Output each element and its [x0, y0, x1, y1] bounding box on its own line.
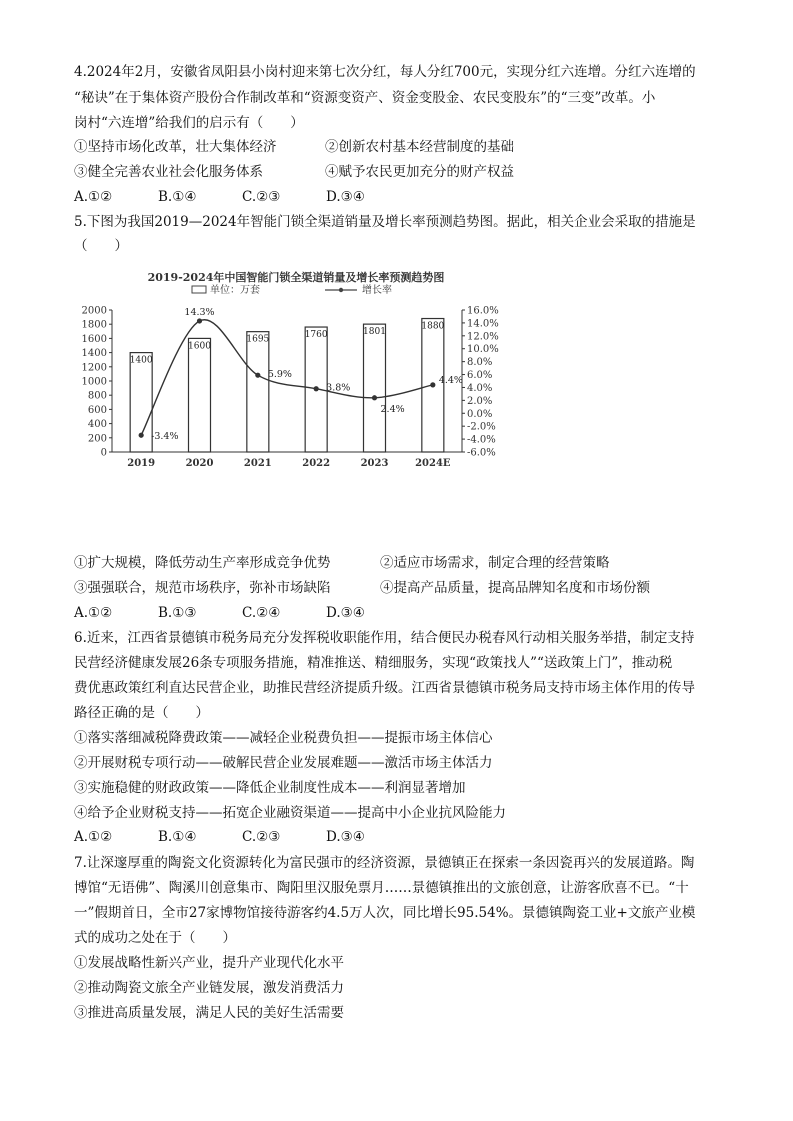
q6-choice-c: C.②③ [242, 829, 281, 845]
left-tick-label: 2000 [81, 305, 107, 317]
sales-bar-label: 1400 [129, 355, 153, 366]
q7-option-3: ③推进高质量发展，满足人民的美好生活需要 [74, 1005, 344, 1021]
sales-bar-label: 1760 [304, 330, 328, 341]
chart-title: 2019-2024年中国智能门锁全渠道销量及增长率预测趋势图 [147, 271, 445, 284]
growth-rate-label: -3.4% [151, 431, 179, 443]
right-tick-label: 14.0% [467, 318, 499, 330]
growth-rate-label: 5.9% [267, 369, 292, 381]
legend-bar-label: 单位：万套 [210, 285, 260, 296]
growth-rate-point [372, 395, 377, 400]
right-tick-label: 10.0% [467, 344, 499, 356]
q4-choice-b: B.①④ [158, 189, 197, 205]
q4-stem-line-3: 岗村“六连增”给我们的启示有（ ） [74, 115, 304, 131]
q6-choices [74, 827, 410, 847]
right-tick-label: -6.0% [467, 447, 496, 459]
sales-growth-chart [70, 262, 520, 472]
q5-choice-a: A.①② [74, 605, 113, 621]
q4-option-2: ②创新农村基本经营制度的基础 [325, 139, 514, 155]
q4-choices [74, 187, 410, 207]
q5-choice-d: D.③④ [326, 605, 365, 621]
x-tick-label: 2022 [302, 458, 331, 469]
q6-stem-line-4: 路径正确的是（ ） [74, 705, 209, 721]
sales-bar-label: 1880 [421, 321, 445, 332]
q4-option-1: ①坚持市场化改革，壮大集体经济 [74, 139, 277, 155]
q7-stem-line-2: 博馆“无语佛”、陶溪川创意集市、陶阳里汉服免票月……景德镇推出的文旅创意，让游客欣喜不已。“十 [74, 880, 689, 896]
q4-options-row-1 [74, 137, 514, 157]
left-tick-label: 1800 [81, 319, 107, 331]
q6-stem-line-2: 民营经济健康发展26条专项服务措施，精准推送、精细服务，实现“政策找人”“送政策上门”，推动税 [74, 655, 673, 671]
right-tick-label: 12.0% [467, 331, 499, 343]
right-tick-label: 6.0% [467, 370, 493, 382]
q4-choice-a: A.①② [74, 189, 113, 205]
q4-stem-line-1: 4.2024年2月，安徽省凤阳县小岗村迎来第七次分红，每人分红700元，实现分红六连增。分红六连增的 [74, 64, 696, 80]
left-tick-label: 1200 [81, 362, 107, 374]
q5-options-row-2 [74, 578, 650, 598]
chart-legend [192, 283, 392, 296]
left-tick-label: 1000 [81, 376, 107, 388]
q5-option-4: ④提高产品质量，提高品牌知名度和市场份额 [380, 580, 650, 596]
left-tick-label: 1400 [81, 348, 107, 360]
q6-stem-line-1: 6.近来，江西省景德镇市税务局充分发挥税收职能作用，结合便民办税春风行动相关服务举措，制定支持 [74, 630, 695, 646]
growth-rate-label: 3.8% [326, 382, 351, 394]
legend-line-label: 增长率 [362, 285, 392, 296]
legend-bar-swatch [192, 286, 206, 293]
q6-option-4: ④给予企业财税支持——拓宽企业融资渠道——提高中小企业抗风险能力 [74, 805, 506, 821]
q6-option-1: ①落实落细减税降费政策——减轻企业税费负担——提振市场主体信心 [74, 730, 493, 746]
sales-bar [189, 338, 211, 452]
right-tick-label: 4.0% [467, 382, 493, 394]
right-tick-label: 16.0% [467, 305, 499, 317]
q7-stem-line-4: 式的成功之处在于（ ） [74, 930, 236, 946]
left-tick-label: 200 [87, 433, 107, 445]
q5-option-2: ②适应市场需求，制定合理的经营策略 [380, 555, 610, 571]
growth-rate-point [430, 382, 435, 387]
q4-option-4: ④赋予农民更加充分的财产权益 [325, 164, 514, 180]
sales-bar [364, 324, 386, 452]
sales-bar-label: 1600 [188, 341, 211, 352]
left-tick-label: 800 [87, 390, 107, 402]
sales-bar-label: 1801 [363, 327, 386, 338]
growth-rate-label: 2.4% [380, 403, 405, 415]
right-tick-label: 0.0% [467, 408, 493, 420]
growth-rate-point [139, 433, 144, 438]
x-tick-label: 2024E [415, 458, 451, 469]
left-tick-label: 1600 [81, 333, 107, 345]
q7-stem-line-1: 7.让深邃厚重的陶瓷文化资源转化为富民强市的经济资源，景德镇正在探索一条因瓷再兴的发展道路。陶 [74, 855, 695, 871]
q4-stem-line-2: “秘诀”在于集体资产股份合作制改革和“资源变资产、资金变股金、农民变股东”的“三变”改革。小 [74, 90, 656, 106]
sales-bar-label: 1695 [246, 334, 270, 345]
chart-growth-line [139, 307, 463, 442]
x-tick-label: 2023 [360, 458, 389, 469]
growth-rate-point [314, 386, 319, 391]
q5-stem-line-1: 5.下图为我国2019—2024年智能门锁全渠道销量及增长率预测趋势图。据此，相关企业会采取的措施是 [74, 214, 696, 230]
q5-option-1: ①扩大规模，降低劳动生产率形成竞争优势 [74, 555, 331, 571]
q6-option-3: ③实施稳健的财政政策——降低企业制度性成本——利润显著增加 [74, 780, 466, 796]
q7-stem-line-3: 一”假期首日，全市27家博物馆接待游客约4.5万人次，同比增长95.54%。景德镇陶瓷工业+文旅产业模 [74, 905, 696, 921]
q4-options-row-2 [74, 162, 514, 182]
growth-rate-label: 4.4% [438, 374, 463, 386]
left-tick-label: 400 [87, 419, 107, 431]
q4-choice-d: D.③④ [326, 189, 365, 205]
growth-rate-point [197, 318, 202, 323]
q6-choice-a: A.①② [74, 829, 113, 845]
q5-choice-b: B.①③ [158, 605, 197, 621]
q4-choice-c: C.②③ [242, 189, 281, 205]
q7-option-1: ①发展战略性新兴产业，提升产业现代化水平 [74, 955, 344, 971]
right-tick-label: 2.0% [467, 395, 493, 407]
q5-options-row-1 [74, 553, 610, 573]
right-tick-label: -2.0% [467, 421, 496, 433]
q6-option-2: ②开展财税专项行动——破解民营企业发展难题——激活市场主体活力 [74, 755, 493, 771]
legend-line-marker [339, 288, 343, 292]
left-tick-label: 600 [87, 404, 107, 416]
q7-option-2: ②推动陶瓷文旅全产业链发展，激发消费活力 [74, 980, 344, 996]
chart-svg [70, 262, 520, 472]
x-tick-label: 2021 [243, 458, 272, 469]
growth-rate-point [255, 373, 260, 378]
q4-option-3: ③健全完善农业社会化服务体系 [74, 164, 263, 180]
q6-choice-b: B.①④ [158, 829, 197, 845]
right-tick-label: 8.0% [467, 357, 493, 369]
q6-choice-d: D.③④ [326, 829, 365, 845]
x-tick-label: 2019 [127, 458, 156, 469]
q6-stem-line-3: 费优惠政策红利直达民营企业，助推民营经济提质升级。江西省景德镇市税务局支持市场主体作用的传导 [74, 680, 695, 696]
q5-stem-line-2: （ ） [74, 238, 128, 254]
x-tick-label: 2020 [185, 458, 214, 469]
left-tick-label: 0 [100, 447, 107, 459]
right-tick-label: -4.0% [467, 434, 496, 446]
growth-rate-label: 14.3% [184, 306, 215, 318]
q5-choices [74, 603, 410, 623]
q5-choice-c: C.②④ [242, 605, 281, 621]
q5-option-3: ③强强联合，规范市场秩序，弥补市场缺陷 [74, 580, 331, 596]
sales-bar [247, 332, 269, 452]
